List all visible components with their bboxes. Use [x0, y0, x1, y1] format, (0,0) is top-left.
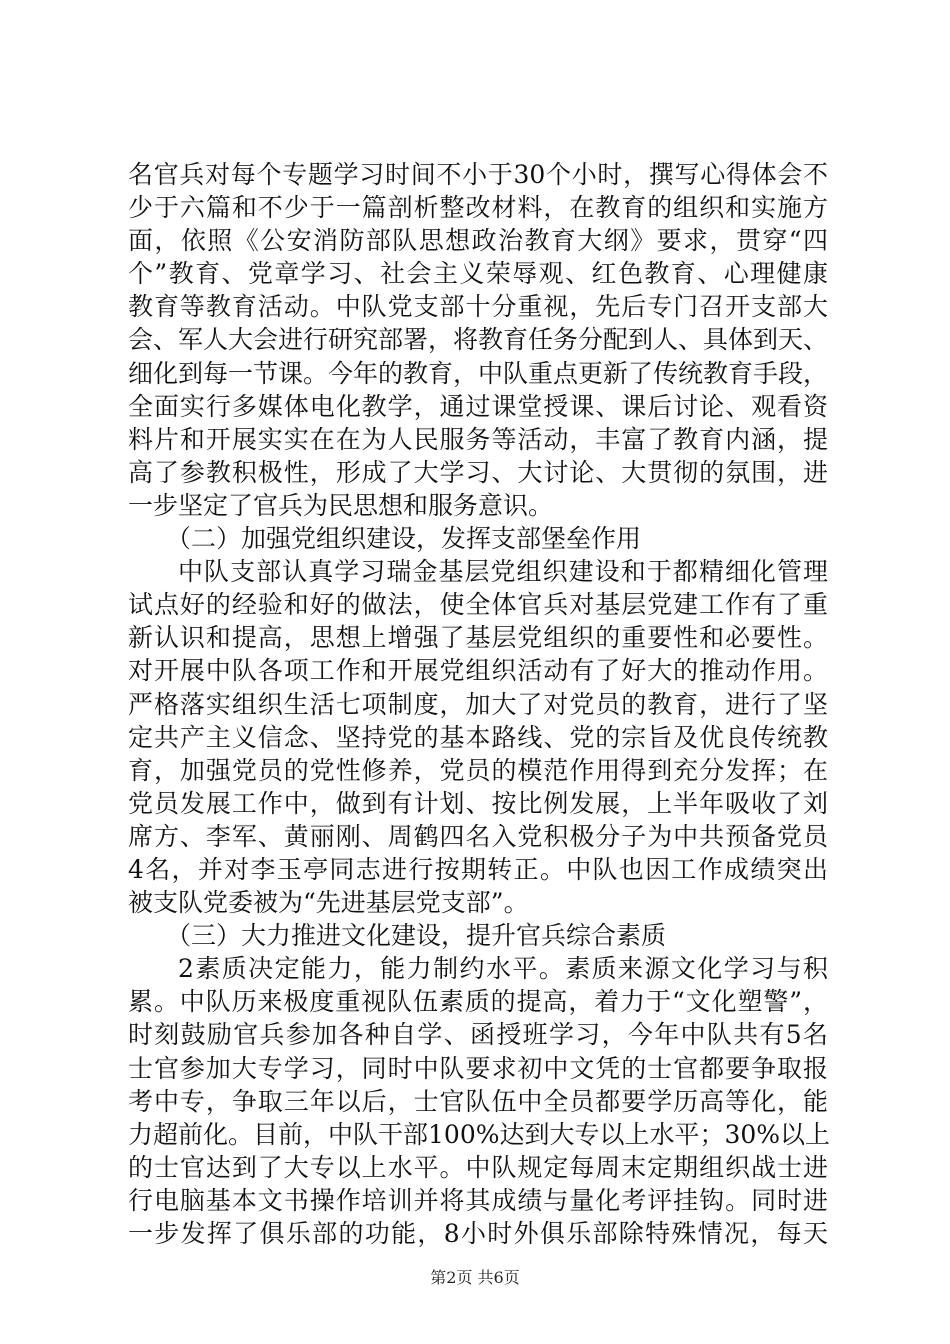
text-line: 教育等教育活动。中队党支部十分重视，先后专门召开支部大	[128, 292, 828, 322]
text-line: 育，加强党员的党性修养，党员的模范作用得到充分发挥；在	[128, 755, 828, 785]
text-line: 被支队党委被为“先进基层党支部”。	[128, 888, 529, 918]
text-line: 席方、李军、黄丽刚、周鹤四名入党积极分子为中共预备党员	[128, 821, 828, 851]
document-body	[128, 158, 831, 1250]
text-line: 一步发挥了俱乐部的功能，8小时外俱乐部除特殊情况，每天	[128, 1219, 828, 1248]
text-line: 高了参教积极性，形成了大学习、大讨论、大贯彻的氛围，进	[128, 457, 828, 487]
text-line: 定共产主义信念、坚持党的基本路线、党的宗旨及优良传统教	[128, 722, 828, 752]
text-line: 面，依照《公安消防部队思想政治教育大纲》要求，贯穿“四	[128, 226, 828, 256]
text-line: 考中专，争取三年以后，士官队伍中全员都要学历高等化，能	[128, 1086, 828, 1116]
text-line: 时刻鼓励官兵参加各种自学、函授班学习，今年中队共有5名	[128, 1020, 828, 1050]
text-line: 累。中队历来极度重视队伍素质的提高，着力于“文化塑警”，	[128, 987, 828, 1017]
text-line: 的士官达到了大专以上水平。中队规定每周末定期组织战士进	[128, 1152, 828, 1182]
text-line: 力超前化。目前，中队干部100%达到大专以上水平；30%以上	[128, 1119, 831, 1149]
text-line: 料片和开展实实在在为人民服务等活动，丰富了教育内涵，提	[128, 424, 828, 454]
text-line: 会、军人大会进行研究部署，将教育任务分配到人、具体到天、	[128, 325, 829, 355]
text-line: 对开展中队各项工作和开展党组织活动有了好大的推动作用。	[128, 656, 828, 686]
text-line: 个”教育、党章学习、社会主义荣辱观、红色教育、心理健康	[128, 259, 828, 289]
page-number-footer: 第2页 共6页	[430, 1268, 520, 1287]
text-line: 2素质决定能力，能力制约水平。素质来源文化学习与积	[178, 954, 828, 984]
text-line: 党员发展工作中，做到有计划、按比例发展，上半年吸收了刘	[128, 788, 828, 818]
section-heading-2: （二）加强党组织建设，发挥支部堡垒作用	[166, 524, 642, 554]
text-line: 中队支部认真学习瑞金基层党组织建设和于都精细化管理	[178, 557, 828, 587]
text-line: 士官参加大专学习，同时中队要求初中文凭的士官都要争取报	[128, 1053, 828, 1083]
text-line: 全面实行多媒体电化教学，通过课堂授课、课后讨论、观看资	[128, 391, 828, 421]
text-line: 4名，并对李玉亭同志进行按期转正。中队也因工作成绩突出	[128, 854, 828, 884]
text-line: 细化到每一节课。今年的教育，中队重点更新了传统教育手段，	[128, 358, 829, 388]
text-line: 新认识和提高，思想上增强了基层党组织的重要性和必要性。	[128, 623, 828, 653]
text-line: 试点好的经验和好的做法，使全体官兵对基层党建工作有了重	[128, 590, 828, 620]
text-line: 行电脑基本文书操作培训并将其成绩与量化考评挂钩。同时进	[128, 1185, 828, 1215]
text-line: 名官兵对每个专题学习时间不小于30个小时，撰写心得体会不	[128, 160, 828, 189]
text-line: 严格落实组织生活七项制度，加大了对党员的教育，进行了坚	[128, 689, 828, 719]
text-line: 一步坚定了官兵为民思想和服务意识。	[128, 490, 554, 520]
section-heading-3: （三）大力推进文化建设，提升官兵综合素质	[166, 921, 667, 951]
text-line: 少于六篇和不少于一篇剖析整改材料，在教育的组织和实施方	[128, 193, 828, 223]
